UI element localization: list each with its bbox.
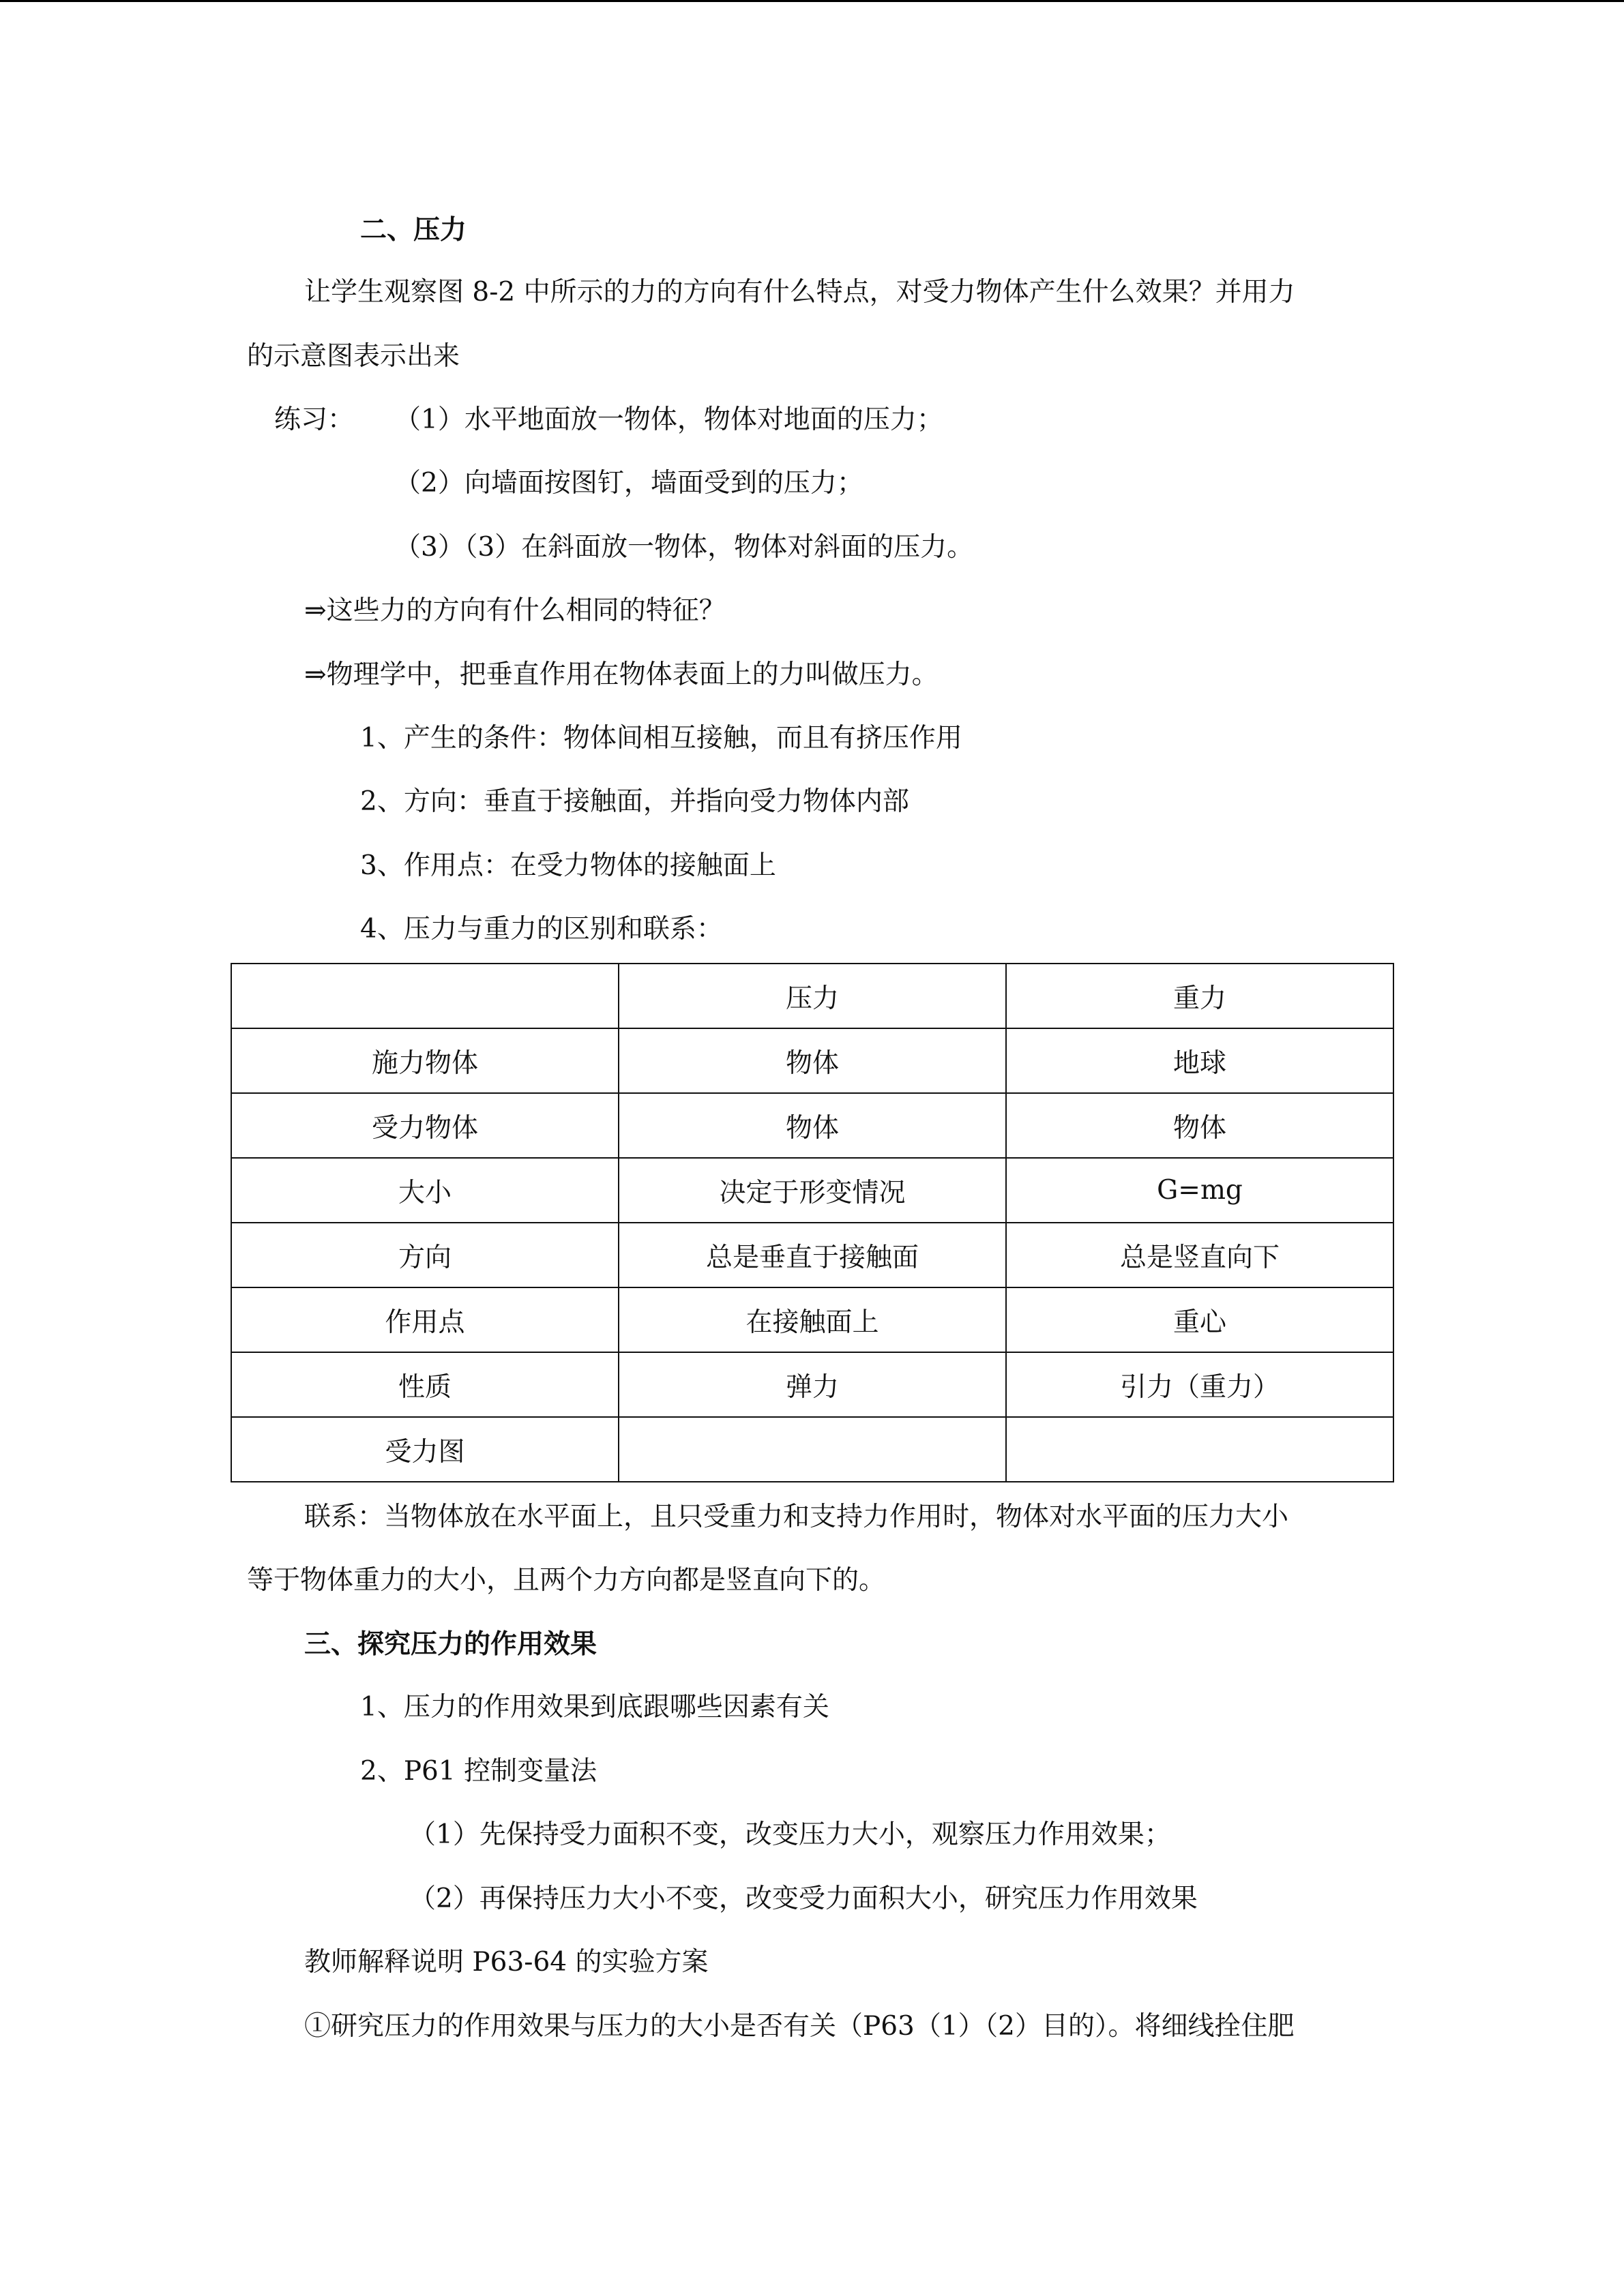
method-step-2: （2）再保持压力大小不变，改变受力面积大小，研究压力作用效果 xyxy=(409,1883,1198,1914)
section-3-item-1: 1、压力的作用效果到底跟哪些因素有关 xyxy=(360,1692,829,1723)
relation-line-1: 联系：当物体放在水平面上，且只受重力和支持力作用时，物体对水平面的压力大小 xyxy=(304,1502,1289,1532)
teacher-note: 教师解释说明 P63-64 的实验方案 xyxy=(304,1947,709,1978)
table-cell: 决定于形变情况 xyxy=(619,1158,1006,1223)
table-header-cell: 重力 xyxy=(1006,964,1393,1028)
table-cell: 受力物体 xyxy=(231,1093,619,1158)
table-cell: 物体 xyxy=(1006,1093,1393,1158)
experiment-1-line: ①研究压力的作用效果与压力的大小是否有关（P63（1）（2）目的）。将细线拴住肥 xyxy=(304,2011,1295,2042)
point-2-direction: 2、方向：垂直于接触面，并指向受力物体内部 xyxy=(360,786,909,817)
intro-paragraph-line-2: 的示意图表示出来 xyxy=(247,341,460,372)
table-cell xyxy=(1006,1417,1393,1482)
table-row xyxy=(231,1223,1393,1287)
pressure-gravity-comparison-table xyxy=(231,963,1394,1482)
exercise-item-2: （2）向墙面按图钉，墙面受到的压力； xyxy=(394,468,863,498)
table-cell: 引力（重力） xyxy=(1006,1352,1393,1417)
table-cell: 在接触面上 xyxy=(619,1287,1006,1352)
table-cell: 作用点 xyxy=(231,1287,619,1352)
definition-line: ⇒物理学中，把垂直作用在物体表面上的力叫做压力。 xyxy=(304,659,939,690)
table-header-row xyxy=(231,964,1393,1028)
table-row xyxy=(231,1287,1393,1352)
table-cell: 性质 xyxy=(231,1352,619,1417)
point-4-comparison-title: 4、压力与重力的区别和联系： xyxy=(360,914,723,944)
table-cell: 物体 xyxy=(619,1093,1006,1158)
table-cell: 弹力 xyxy=(619,1352,1006,1417)
table-cell: 重心 xyxy=(1006,1287,1393,1352)
intro-paragraph-line-1: 让学生观察图 8-2 中所示的力的方向有什么特点，对受力物体产生什么效果？并用力 xyxy=(304,277,1295,308)
table-header-cell xyxy=(231,964,619,1028)
table-cell: 地球 xyxy=(1006,1028,1393,1093)
table-row xyxy=(231,1158,1393,1223)
table-row xyxy=(231,1093,1393,1158)
exercise-item-3: （3）（3）在斜面放一物体，物体对斜面的压力。 xyxy=(394,532,974,563)
table-cell: 总是垂直于接触面 xyxy=(619,1223,1006,1287)
relation-line-2: 等于物体重力的大小，且两个力方向都是竖直向下的。 xyxy=(247,1565,886,1596)
table-cell: 大小 xyxy=(231,1158,619,1223)
table-cell: 方向 xyxy=(231,1223,619,1287)
point-1-condition: 1、产生的条件：物体间相互接触，而且有挤压作用 xyxy=(360,723,962,754)
point-3-action-point: 3、作用点：在受力物体的接触面上 xyxy=(360,850,776,881)
section-2-heading: 二、压力 xyxy=(360,214,467,245)
table-cell xyxy=(619,1417,1006,1482)
table-header-cell: 压力 xyxy=(619,964,1006,1028)
table-row xyxy=(231,1417,1393,1482)
table-row xyxy=(231,1028,1393,1093)
method-step-1: （1）先保持受力面积不变，改变压力大小，观察压力作用效果； xyxy=(409,1819,1171,1850)
section-3-heading: 三、探究压力的作用效果 xyxy=(304,1628,597,1660)
question-line: ⇒这些力的方向有什么相同的特征？ xyxy=(304,595,726,626)
table-cell: 受力图 xyxy=(231,1417,619,1482)
table-cell: G=mg xyxy=(1006,1158,1393,1223)
exercise-label: 练习： xyxy=(274,404,355,435)
page-top-border xyxy=(0,0,1624,2)
table-row xyxy=(231,1352,1393,1417)
table-cell: 总是竖直向下 xyxy=(1006,1223,1393,1287)
table-cell: 物体 xyxy=(619,1028,1006,1093)
exercise-item-1: （1）水平地面放一物体，物体对地面的压力； xyxy=(394,404,943,435)
table-cell: 施力物体 xyxy=(231,1028,619,1093)
section-3-item-2: 2、P61 控制变量法 xyxy=(360,1756,597,1787)
